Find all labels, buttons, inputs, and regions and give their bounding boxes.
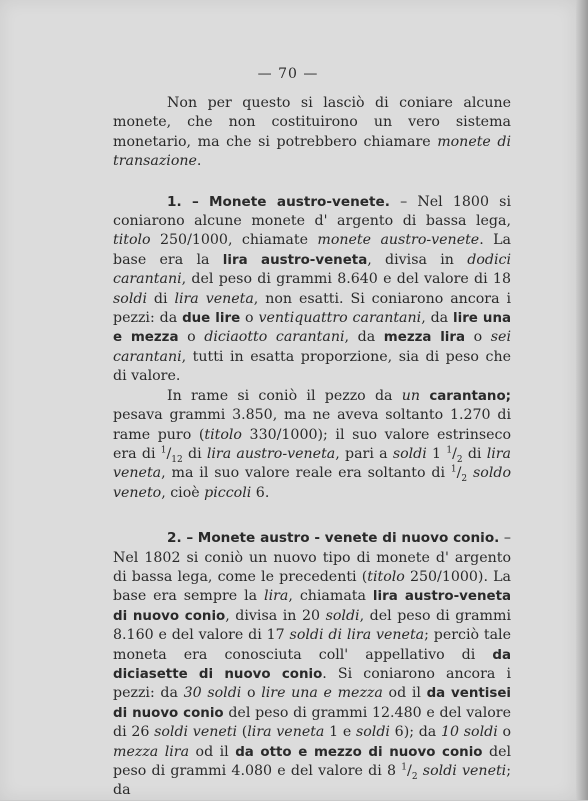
text-run: ; da [113, 763, 511, 799]
italic-term: lira [264, 588, 289, 605]
text-run: del peso di grammi 12.480 e del valore di 26 [113, 704, 511, 741]
bold-term: due lire [182, 311, 241, 327]
text-run: – Nel 1802 si coniò un nuovo tipo di monete d' argento di bassa lega, come le precedenti ( [113, 530, 512, 585]
text-run: . La base era la [113, 232, 512, 268]
text-run: , divisa in [367, 251, 468, 268]
text-run: od il [382, 685, 427, 702]
text-run: o [465, 329, 491, 346]
italic-term: lira austro-veneta [206, 445, 336, 462]
body-text [113, 94, 511, 801]
italic-term: lire una e mezza [261, 685, 383, 702]
bold-term: lire una e mezza [113, 311, 512, 346]
text-run: 250/1000, chiamate [150, 232, 318, 249]
italic-term: diciaotto carantani [204, 329, 345, 346]
page-number: — 70 — [257, 66, 319, 82]
text-run: , non esatti. Si coniarono ancora i pezzi: da [113, 290, 511, 327]
text-run: , da [421, 310, 454, 327]
text-run: o [241, 685, 262, 702]
italic-term: un [401, 387, 421, 404]
section-1-paragraph [113, 193, 511, 387]
section-2-heading: Monete austro - venete di nuovo conio. [197, 530, 500, 547]
section-2-paragraph: 2. – Monete austro - venete di nuovo conio. – Nel 1802 si coniò un nuovo tipo di monete d' argento di bassa lega, come le precedenti (titolo 250/1000). La base era sempre la lira, chiamata lira austro-veneta di nuovo conio, divisa in 20 soldi, del peso di grammi 8.160 e del valore di 17 soldi di lira veneta; perciò tale moneta era conosciuta coll' appellativo di da diciasette di nuovo conio. Si coniarono ancora i pezzi: da 30 soldi o lire una e mezza od il da ventisei di nuovo conio del peso di grammi 12.480 e del valore di 26 soldi veneti (lira veneta 1 e soldi 6); da 10 soldi o mezza lira od il da otto e mezzo di nuovo conio del peso di grammi 4.080 e del valore di 8 $^1/_2$ soldi veneti; da [113, 530, 512, 799]
italic-term: 10 soldi [440, 724, 498, 741]
bold-term: lira austro-veneta di nuovo conio [113, 589, 512, 624]
text-run: ; perciò tale moneta era conosciuta coll' appellativo di [113, 627, 511, 663]
italic-term: titolo [367, 568, 405, 585]
italic-term: 30 soldi [183, 685, 242, 702]
italic-term: monete austro-venete [317, 232, 480, 249]
italic-term: ventiquattro carantani [258, 310, 422, 327]
italic-term: titolo [204, 426, 242, 443]
text-run: 6); da [389, 724, 441, 741]
fraction-denominator: 2 [456, 454, 463, 465]
italic-term: lira veneta [247, 724, 325, 741]
text-run: , del peso di grammi 8.640 e del valore di 18 [181, 271, 511, 288]
text-run: o [497, 724, 511, 741]
text-run: , chiamata [288, 588, 373, 605]
italic-term: soldi [325, 607, 360, 624]
italic-term: soldi di lira veneta [289, 627, 425, 644]
text-run: , del peso di grammi 8.160 e del valore di 17 [113, 607, 511, 644]
fraction-numerator: 1 [446, 445, 453, 456]
text-run: 1 [426, 445, 447, 462]
text-run: od il [189, 743, 236, 760]
text-run: In rame si coniò il pezzo da [167, 387, 402, 404]
text-run: , da [344, 329, 384, 346]
italic-term: soldi [113, 290, 147, 307]
text-run: , cioè [161, 484, 205, 501]
bold-term: da diciasette di nuovo conio [113, 647, 511, 682]
fraction-denominator: 2 [411, 771, 418, 782]
text-run: 1 e [324, 724, 356, 741]
section-2-number: 2. – [167, 530, 194, 547]
intro-paragraph [113, 94, 511, 172]
italic-term: soldi veneti [422, 763, 507, 779]
text-run: , tutti in esatta proporzione, sia di peso che di valore. [113, 348, 511, 385]
text-run: di [462, 445, 487, 462]
text-run: – Nel 1800 si coniarono alcune monete d' argento di bassa lega, [113, 193, 511, 230]
text-run: ( [237, 724, 248, 741]
italic-term: sei carantani [113, 329, 511, 365]
section-1-heading: Monete austro-venete. [209, 193, 390, 210]
text-run: di [182, 445, 207, 462]
text-run: 6. [251, 484, 270, 501]
italic-term: piccoli [204, 484, 252, 501]
italic-term: dodici carantani [113, 251, 511, 288]
text-run: 250/1000). La base era sempre la [113, 568, 511, 605]
text-run: pesava grammi 3.850, ma ne aveva soltanto 1.270 di rame puro ( [113, 407, 511, 443]
italic-term: lira veneta [174, 290, 254, 307]
italic-term: soldi veneti [154, 724, 237, 741]
section-1-second-paragraph: In rame si coniò il pezzo da un carantano; pesava grammi 3.850, ma ne aveva soltanto 1.270 di rame puro (titolo 330/1000); il suo valore estrinseco era di $^1/_{12}$ di lira austro-veneta, pari a soldi 1 $^1/_2$ di lira veneta, ma il suo valore reale era soltanto di $^1/_2$ soldo veneto, cioè piccoli 6. [113, 387, 512, 501]
text-run: o [240, 310, 259, 327]
text-run: . [196, 153, 202, 170]
bold-term: lira austro-veneta [222, 252, 368, 268]
italic-term: monete di transazione [113, 133, 511, 170]
text-run: , divisa in 20 [225, 607, 326, 624]
bold-term: da ventisei di nuovo conio [113, 686, 512, 721]
italic-term: soldo veneto [113, 465, 511, 501]
italic-term: titolo [113, 232, 151, 249]
page-edge-shadow [576, 0, 588, 800]
italic-term: soldi [392, 445, 427, 462]
fraction-numerator: 1 [450, 464, 457, 475]
text-run: del peso di grammi 4.080 e del valore di 8 [113, 743, 512, 779]
fraction-denominator: 2 [461, 474, 468, 485]
fraction-numerator: 1 [401, 762, 408, 773]
text-run: 330/1000); il suo valore estrinseco era di [113, 426, 511, 462]
fraction-numerator: 1 [160, 445, 167, 456]
text-run: o [178, 329, 205, 346]
italic-term: lira veneta [113, 445, 512, 482]
text-run: , ma il suo valore reale era soltanto di [161, 465, 451, 482]
fraction-denominator: 12 [171, 454, 183, 465]
italic-term: mezza lira [113, 743, 190, 760]
text-run: , pari a [335, 445, 393, 462]
text-run: . Si coniarono ancora i pezzi: da [113, 665, 511, 702]
bold-term: da otto e mezzo di nuovo conio [235, 744, 483, 760]
text-run: di [146, 290, 175, 307]
bold-term: mezza lira [383, 330, 466, 346]
bold-term: carantano; [429, 388, 511, 404]
text-run: Non per questo si lasciò di coniare alcune monete, che non costituirono un vero sistema monetario, ma che si potrebbero chiamare [113, 95, 511, 150]
section-1-number: 1. – [167, 193, 199, 210]
italic-term: soldi [355, 724, 390, 741]
